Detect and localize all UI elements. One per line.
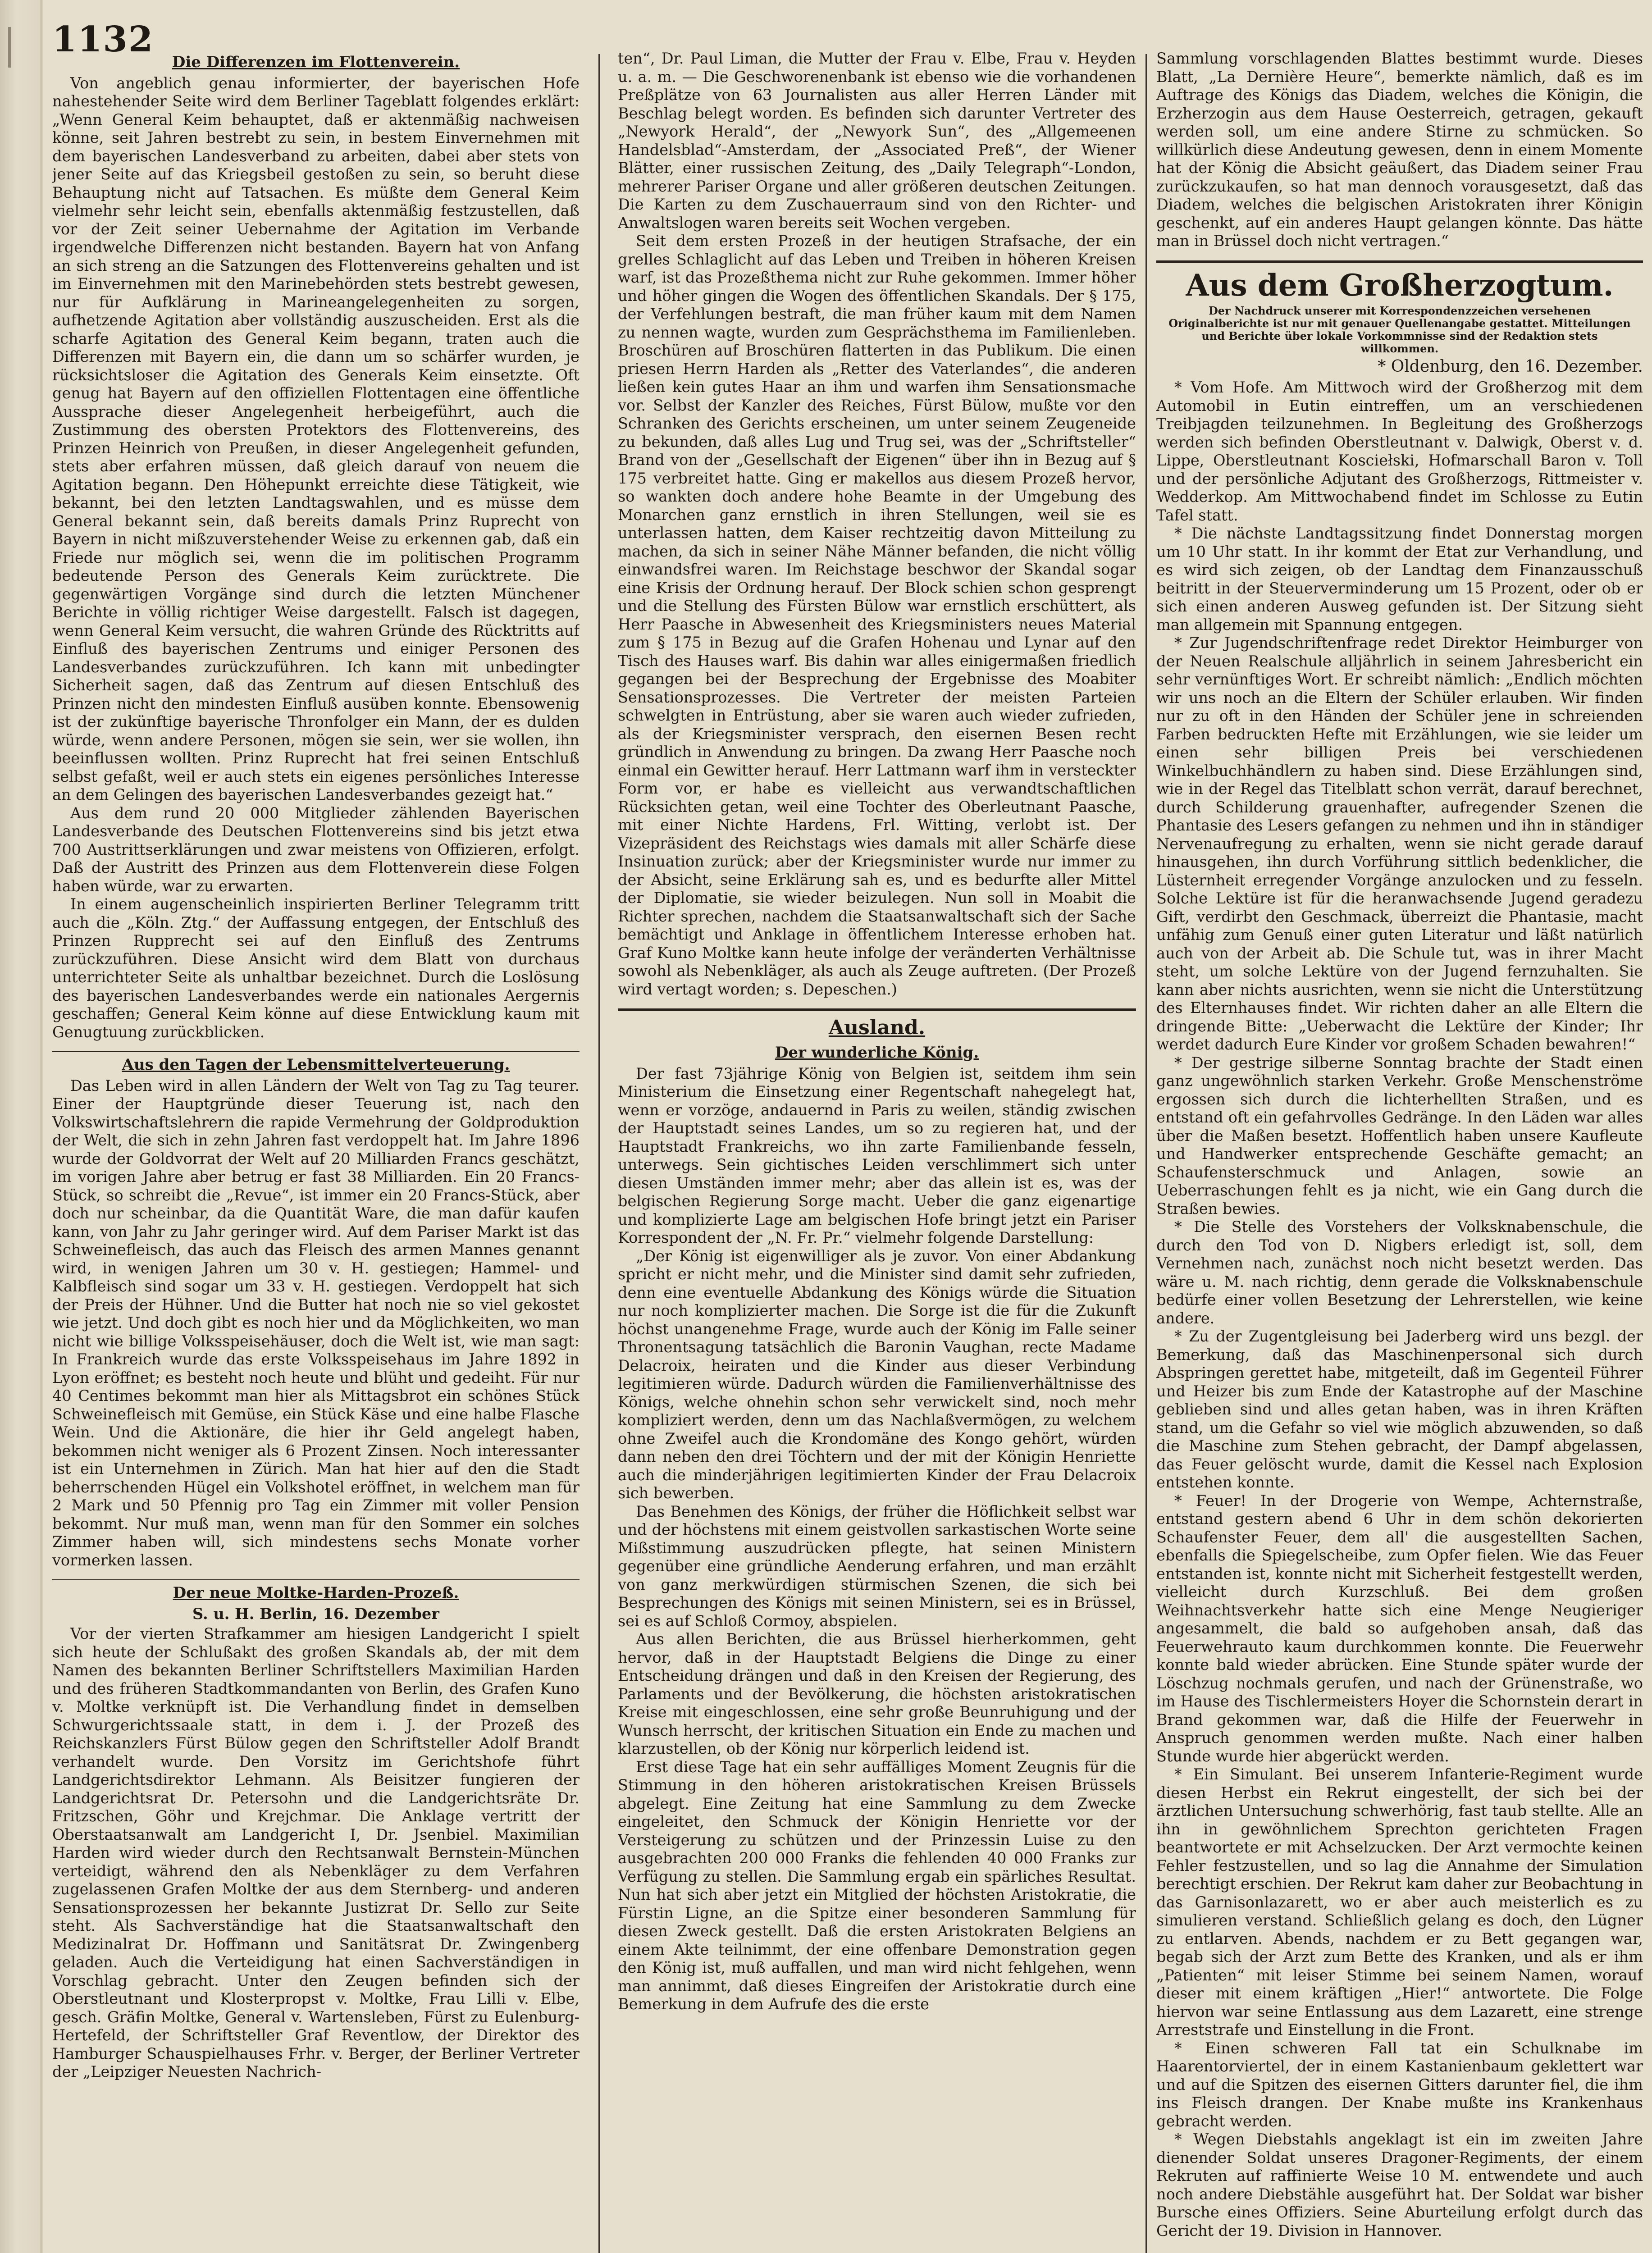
- article-headline: Die Differenzen im Flottenverein.: [172, 53, 460, 71]
- city-dateline: * Oldenburg, den 16. Dezember.: [1378, 357, 1643, 376]
- article-paragraph: In einem augenscheinlich inspirierten Berliner Telegramm tritt auch die „Köln. Ztg.“ der Auffassung entgegen, der Entschluß des Prinzen Rupprecht sei auf den Einfluß des Zentrums zurückzuführen. Diese Ansicht wird dem Blatt von durchaus unterrichteter Seite als unhaltbar bezeichnet. Durch die Loslösung des bayerischen Landesverbandes werde ein nationales Aergernis geschaffen; General Keim könne auf diese Entwicklung kaum mit Genugtuung zurückblicken.: [52, 895, 580, 1041]
- article-paragraph: Von angeblich genau informierter, der bayerischen Hofe nahestehender Seite wird dem Berliner Tageblatt folgendes erklärt: „Wenn General Keim behauptet, daß er aktenmäßig nachweisen könne, seit Jahren bestrebt zu sein, in bestem Einvernehmen mit dem bayerischen Landesverband zu arbeiten, dabei aber stets von jener Seite auf das Kriegsbeil gestoßen zu sein, so beruht diese Behauptung nicht auf Tatsachen. Es müßte dem General Keim vielmehr sehr leicht sein, ebenfalls aktenmäßig festzustellen, daß vor der Zeit seiner Uebernahme der Agitation im Verbande irgendwelche Differenzen nicht bestanden. Bayern hat von Anfang an sich streng an die Satzungen des Flottenvereins gehalten und ist im Einvernehmen mit den Marinebehörden stets bestrebt gewesen, nur für Aufklärung in Marineangelegenheiten zu sorgen, aufhetzende Agitation aber vollständig auszuscheiden. Erst als die scharfe Agitation des General Keim begann, traten auch die Differenzen mit Bayern ein, die dann um so schärfer wurden, je rücksichtsloser die Agitation des Generals Keim einsetzte. Oft genug hat Bayern auf den offiziellen Flottentagen eine öffentliche Aussprache dieser Angelegenheit herbeigeführt, auch die Zustimmung des obersten Protektors des Flottenvereins, des Prinzen Heinrich von Preußen, in dieser Angelegenheit gefunden, stets aber erfahren müssen, daß gleich darauf von neuem die Agitation begann. Den Höhepunkt erreichte diese Tätigkeit, wie bekannt, bei den letzten Landtagswahlen, und es müsse dem General bekannt sein, daß bereits damals Prinz Ruprecht von Bayern in nicht mißzuverstehender Weise zu erkennen gab, daß ein Friede nur möglich sei, wenn die im politischen Programm bedeutende Person des Generals Keim zurücktrete. Die gegenwärtigen Vorgänge sind durch die letzten Münchener Berichte in völlig richtiger Weise dargestellt. Falsch ist dagegen, wenn General Keim versucht, die wahren Gründe des Rücktritts auf Einfluß des bayerischen Zentrums und einiger Personen des Landesverbandes zurückzuführen. Ich kann mit unbedingter Sicherheit sagen, daß das Zentrum auf diesen Entschluß des Prinzen nicht den mindesten Einfluß ausüben konnte. Ebensowenig ist der zukünftige bayerische Thronfolger ein Mann, der es dulden würde, wenn andere Personen, mögen sie sein, wer sie wollen, ihn beeinflussen wollten. Prinz Ruprecht hat frei seinen Entschluß selbst gefaßt, weil er auch stets ein eigenes persönliches Interesse an dem Gelingen des bayerischen Landesverbandes gezeigt hat.“: [52, 74, 580, 803]
- article-lebensmittel: [52, 1056, 580, 1569]
- article-moltke-harden-continued: [618, 50, 1136, 999]
- article-paragraph: ten“, Dr. Paul Liman, die Mutter der Frau v. Elbe, Frau v. Heyden u. a. m. — Die Geschworenenbank ist ebenso wie die vorhandenen Preßplätze von 63 Journalisten aus aller Herren Länder mit Beschlag belegt worden. Es befinden sich darunter Vertreter des „Newyork Herald“, der „Newyork Sun“, des „Allgemeenen Handelsblad“-Amsterdam, der „Associated Preß“, der Wiener Blätter, einer russischen Zeitung, des „Daily Telegraph“-London, mehrerer Pariser Organe und aller größeren deutschen Zeitungen. Die Karten zu dem Zuschauerraum sind von den Richter- und Anwaltslogen waren bereits seit Wochen vergeben.: [618, 50, 1136, 232]
- local-news-item: * Wegen Diebstahls angeklagt ist ein im zweiten Jahre dienender Soldat unseres Dragoner-Regiments, der einem Rekruten auf raffinierte Weise 10 M. entwendete und auch noch andere Diebstähle ausgeführt hat. Der Soldat war bisher Bursche eines Offiziers. Seine Aburteilung erfolgt durch das Gericht der 19. Division in Hannover.: [1156, 2130, 1643, 2239]
- article-divider: [52, 1579, 580, 1580]
- page-number: 1132: [52, 19, 154, 60]
- article-paragraph: Der fast 73jährige König von Belgien ist, seitdem ihm sein Ministerium die Einsetzung einer Regentschaft nahegelegt hat, wenn er vorzöge, andauernd in Paris zu weilen, ständig zwischen der Hauptstadt seines Landes, um so zu regieren hat, und der Hauptstadt Frankreichs, wo ihn zarte Familienbande fesseln, unterwegs. Sein gichtisches Leiden verschlimmert sich unter diesen Umständen immer mehr; aber das allein ist es, was der belgischen Regierung Sorge macht. Ueber die ganz eigenartige und komplizierte Lage am belgischen Hofe bringt jetzt ein Pariser Korrespondent der „N. Fr. Pr.“ vielmehr folgende Darstellung:: [618, 1064, 1136, 1246]
- article-paragraph: Sammlung vorschlagenden Blattes bestimmt wurde. Dieses Blatt, „La Dernière Heure“, bemerkte nämlich, daß es im Auftrage des Königs das Diadem, welches die Königin, die Erzherzogin aus dem Hause Oesterreich, getragen, gekauft werden soll, um eine andere Stirne zu schmücken. So willkürlich diese Andeutung gewesen, denn in einem Momente hat der König die Absicht geäußert, das Diadem seiner Frau zurückzukaufen, so hat man dennoch vorausgesetzt, daß das Diadem, welches die belgischen Aristokraten ihrer Königin geschenkt, auf ein anderes Haupt gelangen könnte. Das hätte man in Brüssel doch nicht vertragen.“: [1156, 50, 1643, 250]
- local-news-item: * Ein Simulant. Bei unserem Infanterie-Regiment wurde diesen Herbst ein Rekrut eingestellt, der sich bei der ärztlichen Untersuchung schwerhörig, fast taub stellte. Alle an ihn in gewöhnlichem Sprechton gerichteten Fragen beantwortete er mit Achselzucken. Der Arzt vermochte keinen Fehler festzustellen, und so lag die Annahme der Simulation berechtigt erschien. Der Rekrut kam daher zur Beobachtung in das Garnisonlazarett, wo er aber auch meisterlich es zu simulieren verstand. Schließlich gelang es doch, den Lügner zu entlarven. Abends, nachdem er zu Bett gegangen war, begab sich der Arzt zum Bette des Kranken, und als er ihm „Patienten“ mit leiser Stimme bei seinem Namen, worauf dieser mit einem kräftigen „Hier!“ antwortete. Die Folge hiervon war seine Entlassung aus dem Lazarett, eine strenge Arreststrafe und Einstellung in die Front.: [1156, 1765, 1643, 2039]
- article-flottenverein: [52, 53, 580, 1041]
- book-binding-edge: [0, 0, 41, 2253]
- column-divider: [1145, 54, 1147, 2253]
- article-wunderliche-koenig: [618, 1044, 1136, 2014]
- article-headline: Der wunderliche König.: [775, 1044, 979, 1062]
- article-headline: Aus den Tagen der Lebensmittelverteuerung.: [122, 1056, 510, 1074]
- reprint-notice: Der Nachdruck unserer mit Korrespondenzzeichen versehenen Originalberichte ist nur mit genauer Quellenangabe gestattet. Mitteilungen und Berichte über lokale Vorkommnisse sind der Redaktion stets willkommen.: [1168, 304, 1631, 355]
- section-title-ausland: Ausland.: [828, 1016, 926, 1039]
- local-news-item: * Feuer! In der Drogerie von Wempe, Achternstraße, entstand gestern abend 6 Uhr in dem schön dekorierten Schaufenster Feuer, dem all' die ausgestellten Sachen, ebenfalls die Spiegelscheibe, zum Opfer fielen. Wie das Feuer entstanden ist, konnte nicht mit Sicherheit festgestellt werden, vielleicht durch Kurzschluß. Bei dem großen Weihnachtsverkehr hatte sich eine Menge Neugieriger angesammelt, die bald so aufgehoben ansah, daß das Feuerwehrauto kaum durchkommen konnte. Die Feuerwehr konnte bald wieder abrücken. Eine Stunde später wurde der Löschzug nochmals gerufen, und nach der Grünenstraße, wo im Hause des Tischlermeisters Hoyer die Schornstein derart in Brand gekommen war, daß die Hilfe der Feuerwehr in Anspruch genommen werden mußte. Nach einer halben Stunde wurde hier abgerückt werden.: [1156, 1491, 1643, 1765]
- article-paragraph: Aus allen Berichten, die aus Brüssel hierherkommen, geht hervor, daß in der Hauptstadt Belgiens die Dinge zu einer Entscheidung drängen und daß in den Kreisen der Regierung, des Parlaments und der Bevölkerung, die höchsten aristokratischen Kreise mit eingeschlossen, eine sehr große Beunruhigung und der Wunsch herrscht, der kritischen Situation ein Ende zu machen und klarzustellen, ob der König nur körperlich leidend ist.: [618, 1630, 1136, 1757]
- article-paragraph: Seit dem ersten Prozeß in der heutigen Strafsache, der ein grelles Schlaglicht auf das Leben und Treiben in höheren Kreisen warf, ist das Prozeßthema nicht zur Ruhe gekommen. Immer höher und höher gingen die Wogen des öffentlichen Skandals. Der § 175, der Verfehlungen bestraft, die man früher kaum mit dem Namen zu nennen wagte, wurden zum Gesprächsthema im Familienleben. Broschüren auf Broschüren flatterten in das Publikum. Die einen priesen Herrn Harden als „Retter des Vaterlandes“, die anderen ließen kein gutes Haar an ihm und warfen ihm Sensationsmache vor. Selbst der Kanzler des Reiches, Fürst Bülow, mußte vor den Schranken des Gerichts erscheinen, um unter seinem Zeugeneide zu bekunden, daß alles Lug und Trug sei, was der „Schriftsteller“ Brand von der „Gesellschaft der Eigenen“ über ihn in Bezug auf § 175 verbreitet hatte. Ging er makellos aus diesem Prozeß hervor, so wankten doch andere hohe Beamte in der Umgebung des Monarchen ganz ernstlich in ihren Stellungen, weil sie es unterlassen hatten, dem Kaiser rechtzeitig davon Mitteilung zu machen, da sich in seiner Nähe Männer befanden, die nicht völlig einwandsfrei waren. Im Reichstage beschwor der Skandal sogar eine Krisis der Ordnung herauf. Der Block schien schon gesprengt und die Stellung des Fürsten Bülow war ernstlich erschüttert, als Herr Paasche in Abwesenheit des Kriegsministers neues Material zum § 175 in Bezug auf die Grafen Hohenau und Lynar auf den Tisch des Hauses warf. Bis dahin war alles einigermaßen friedlich gegangen bei der Besprechung der Ergebnisse des Moabiter Sensationsprozesses. Die Vertreter der meisten Parteien schwelgten in Entrüstung, aber sie waren auch wieder zufrieden, als der Kriegsminister versprach, den eisernen Besen recht gründlich in Anwendung zu bringen. Da zwang Herr Paasche noch einmal ein Gewitter herauf. Herr Lattmann warf ihm in versteckter Form vor, er habe es vielleicht aus verwandtschaftlichen Rücksichten getan, weil eine Tochter des Oberleutnant Paasche, mit einer Nichte Hardens, Frl. Witting, verlobt ist. Der Vizepräsident des Reichstags wies damals mit aller Schärfe diese Insinuation zurück; aber der Kriegsminister wurde nur immer zu der Absicht, seine Erklärung sah es, und es bedurfte aller Mittel der Diplomatie, sie wieder beizulegen. Nun soll in Moabit die Richter sprechen, nachdem die Staatsanwaltschaft sich der Sache bemächtigt und Anklage in öffentlichem Interesse erhoben hat. Graf Kuno Moltke kann heute infolge der veränderten Verhältnisse sowohl als Nebenkläger, als auch als Zeuge auftreten. (Der Prozeß wird vertagt worden; s. Depeschen.): [618, 232, 1136, 998]
- section-divider: [1156, 260, 1643, 263]
- article-moltke-harden: [52, 1584, 580, 2081]
- column-3: [1156, 50, 1643, 2253]
- article-paragraph: „Der König ist eigenwilliger als je zuvor. Von einer Abdankung spricht er nicht mehr, und die Minister sind damit sehr zufrieden, denn eine eventuelle Abdankung des Königs würde die Situation nur noch komplizierter machen. Die Sorge ist die für die Zukunft höchst unangenehme Frage, wurde auch der König im Falle seiner Thronentsagung tatsächlich die Baronin Vaughan, recte Madame Delacroix, heiraten und die Kinder aus dieser Verbindung legitimieren würde. Dadurch würden die Familienverhältnisse des Königs, welche ohnehin schon sehr verwickelt sind, noch mehr kompliziert werden, denn um das Nachlaßvermögen, zu welchem ohne Zweifel auch die Krondomäne des Kongo gehört, würden dann neben den drei Töchtern und der mit der Königin Henriette auch die minderjährigen legitimierten Kinder der Frau Delacroix sich bewerben.: [618, 1247, 1136, 1502]
- article-headline: Der neue Moltke-Harden-Prozeß.: [173, 1584, 459, 1602]
- column-2: [618, 50, 1136, 2253]
- article-paragraph: Aus dem rund 20 000 Mitglieder zählenden Bayerischen Landesverbande des Deutschen Flottenvereins sind bis jetzt etwa 700 Austrittserklärungen und zwar meistens von Offizieren, erfolgt. Daß der Austritt des Prinzen aus dem Flottenverein diese Folgen haben würde, war zu erwarten.: [52, 804, 580, 895]
- newspaper-page: [43, 0, 1652, 2253]
- local-news-item: * Der gestrige silberne Sonntag brachte der Stadt einen ganz ungewöhnlich starken Verkehr. Große Menschenströme ergossen sich durch die lichterhellten Straßen, und es entstand oft ein gefahrvolles Gedränge. In den Läden war alles über die Maßen besetzt. Hoffentlich haben unsere Kaufleute und Handwerker entsprechende Geschäfte gemacht; an Schaufensterschmuck und Anlagen, sowie an Ueberraschungen fehlt es ja nicht, wie ein Gang durch die Straßen bewies.: [1156, 1054, 1643, 1218]
- section-title-grossherzogtum: Aus dem Großherzogtum.: [1186, 267, 1614, 303]
- article-paragraph: Erst diese Tage hat ein sehr auffälliges Moment Zeugnis für die Stimmung in den höheren aristokratischen Kreisen Brüssels abgelegt. Eine Zeitung hat eine Sammlung zu dem Zwecke eingeleitet, den Schmuck der Königin Henriette vor der Versteigerung zu schützen und der Prinzessin Luise zu den ausgebrachten 200 000 Franks die fehlenden 40 000 Franks zur Verfügung zu stellen. Die Sammlung ergab ein spärliches Resultat. Nun hat sich aber jetzt ein Mitglied der höchsten Aristokratie, die Fürstin Ligne, an die Spitze einer besonderen Sammlung für diesen Zweck gestellt. Daß die ersten Aristokraten Belgiens an einem Akte teilnimmt, der eine offenbare Demonstration gegen den König ist, muß auffallen, und man wird nicht fehlgehen, wenn man annimmt, daß dieses Eingreifen der Aristokratie durch eine Bemerkung in dem Aufrufe des die erste: [618, 1758, 1136, 2013]
- article-paragraph: Das Leben wird in allen Ländern der Welt von Tag zu Tag teurer. Einer der Hauptgründe dieser Teuerung ist, nach den Volkswirtschaftslehrern die rapide Vermehrung der Goldproduktion der Welt, die sich in zehn Jahren fast verdoppelt hat. Im Jahre 1896 wurde der Goldvorrat der Welt auf 20 Milliarden Francs geschätzt, im vorigen Jahre aber betrug er fast 38 Milliarden. Ein 20 Francs-Stück, so schreibt die „Revue“, ist immer ein 20 Francs-Stück, aber doch nur scheinbar, da die Quantität Ware, die man dafür kaufen kann, von Jahr zu Jahr geringer wird. Auf dem Pariser Markt ist das Schweinefleisch, das auch das Fleisch des armen Mannes genannt wird, in wenigen Jahren um 30 v. H. gestiegen; Hammel- und Kalbfleisch sind sogar um 33 v. H. gestiegen. Verdoppelt hat sich der Preis der Hühner. Und die Butter hat noch nie so viel gekostet wie jetzt. Und doch gibt es noch hier und da Möglichkeiten, wo man nicht wie billige Volksspeisehäuser, doch die Welt ist, wie man sagt: In Frankreich wurde das erste Volksspeisehaus im Jahre 1892 in Lyon eröffnet; es besteht noch heute und blüht und gedeiht. Für nur 40 Centimes bekommt man hier als Mittagsbrot ein schönes Stück Schweinefleisch mit Gemüse, ein Stück Käse und eine halbe Flasche Wein. Und die Aktionäre, die hier ihr Geld angelegt haben, bekommen nicht weniger als 6 Prozent Zinsen. Noch interessanter ist ein Unternehmen in Zürich. Man hat hier auf den die Stadt beherrschenden Hügel ein Volkshotel eröffnet, in welchem man für 2 Mark und 50 Pfennig pro Tag ein Zimmer mit voller Pension bekommt. Nur muß man, wenn man für den Sommer ein solches Zimmer haben will, sich mindestens sechs Monate vorher vormerken lassen.: [52, 1076, 580, 1569]
- column-1: [52, 50, 580, 2253]
- article-dateline: S. u. H. Berlin, 16. Dezember: [192, 1605, 439, 1623]
- binding-mark: [8, 27, 11, 68]
- local-news-item: * Einen schweren Fall tat ein Schulknabe im Haarentorviertel, der in einem Kastanienbaum geklettert war und auf die Spitzen des eisernen Gitters darunter fiel, die ihm ins Fleisch drangen. Der Knabe mußte ins Krankenhaus gebracht werden.: [1156, 2039, 1643, 2130]
- article-koenig-continued: [1156, 50, 1643, 251]
- article-paragraph: Das Benehmen des Königs, der früher die Höflichkeit selbst war und der höchstens mit einem geistvollen sarkastischen Worte seine Mißstimmung auszudrücken pflegte, hat seinen Ministern gegenüber eine gründliche Aenderung erfahren, und man erzählt von ganz merkwürdigen stürmischen Szenen, die sich bei Besprechungen des Königs mit seinen Ministern, sei es in Brüssel, sei es auf Schloß Cormoy, abspielen.: [618, 1502, 1136, 1630]
- section-divider: [618, 1008, 1136, 1011]
- local-news-item: * Zu der Zugentgleisung bei Jaderberg wird uns bezgl. der Bemerkung, daß das Maschinenpersonal sich durch Abspringen gerettet habe, mitgeteilt, daß im Gegenteil Führer und Heizer bis zum Ende der Katastrophe auf der Maschine geblieben sind und alles getan haben, was in ihren Kräften stand, um die Gefahr so viel wie möglich abzuwenden, so daß die Maschine zum Stehen gebracht, der Dampf abgelassen, das Feuer gelöscht wurde, damit die Kessel nach Explosion entstehen konnte.: [1156, 1327, 1643, 1491]
- local-news-item: * Zur Jugendschriftenfrage redet Direktor Heimburger von der Neuen Realschule alljährlich in seinem Jahresbericht ein sehr vernünftiges Wort. Er schreibt nämlich: „Endlich möchten wir uns noch an die Eltern der Schüler erlauben. Wir finden nur zu oft in den Händen der Schüler jene in schreienden Farben bedruckten Hefte mit Erzählungen, wie sie leider um einen sehr billigen Preis bei verschiedenen Winkelbuchhändlern zu haben sind. Diese Erzählungen sind, wie in der Regel das Titelblatt schon verrät, darauf berechnet, durch Schilderung grauenhafter, aufregender Szenen die Phantasie des Lesers gefangen zu nehmen und ihn in ständiger Nervenaufregung zu erhalten, wenn sie nicht gerade darauf hinausgehen, ihn durch Vorführung sittlich bedenklicher, die Lüsternheit erregender Vorgänge anzulocken und zu fesseln. Solche Lektüre ist für die heranwachsende Jugend geradezu Gift, verdirbt den Geschmack, überreizt die Phantasie, macht unfähig zum Genuß einer guten Literatur und läßt natürlich auch von der Arbeit ab. Die Schule tut, was in ihrer Macht steht, um solche Lektüre von der Jugend fernzuhalten. Sie kann aber nichts ausrichten, wenn sie nicht die Unterstützung des Elternhauses findet. Wir richten daher an alle Eltern die dringende Bitte: „Ueberwacht die Lektüre der Kinder; Ihr werdet dadurch Eure Kinder vor großem Schaden bewahren!“: [1156, 634, 1643, 1053]
- local-news-item: * Vom Hofe. Am Mittwoch wird der Großherzog mit dem Automobil in Eutin eintreffen, um an verschiedenen Treibjagden teilzunehmen. In Begleitung des Großherzogs werden sich befinden Oberstleutnant v. Dalwigk, Oberst v. d. Lippe, Oberstleutnant Kosciełski, Hofmarschall Baron v. Toll und der persönliche Adjutant des Großherzogs, Rittmeister v. Wedderkop. Am Mittwochabend findet im Schlosse zu Eutin Tafel statt.: [1156, 379, 1643, 524]
- column-divider: [598, 54, 600, 2253]
- local-news-item: * Die nächste Landtagssitzung findet Donnerstag morgen um 10 Uhr statt. In ihr kommt der Etat zur Verhandlung, und es wird sich zeigen, ob der Landtag dem Finanzausschuß beitritt in der Steuerverminderung um 15 Prozent, oder ob er sich einen anderen Ausweg gefunden ist. Der Sitzung sieht man allgemein mit Spannung entgegen.: [1156, 524, 1643, 634]
- article-paragraph: Vor der vierten Strafkammer am hiesigen Landgericht I spielt sich heute der Schlußakt des großen Skandals ab, der mit dem Namen des bekannten Berliner Schriftstellers Maximilian Harden und des früheren Stadtkommandanten von Berlin, des Grafen Kuno v. Moltke verknüpft ist. Die Verhandlung findet in demselben Schwurgerichtssaale statt, in dem i. J. der Prozeß des Reichskanzlers Fürst Bülow gegen den Schriftsteller Adolf Brandt verhandelt wurde. Den Vorsitz im Gerichtshofe führt Landgerichtsdirektor Lehmann. Als Beisitzer fungieren der Landgerichtsrat Dr. Petersohn und die Landgerichtsräte Dr. Fritzschen, Göhr und Krejchmar. Die Anklage vertritt der Oberstaatsanwalt am Landgericht I, Dr. Jsenbiel. Maximilian Harden wird wieder durch den Rechtsanwalt Bernstein-München verteidigt, während den als Nebenkläger zu dem Verfahren zugelassenen Grafen Moltke der aus dem Sternberg- und anderen Sensationsprozessen her bekannte Justizrat Dr. Sello zur Seite steht. Als Sachverständige hat die Staatsanwaltschaft den Medizinalrat Dr. Hoffmann und Sanitätsrat Dr. Zwingenberg geladen. Auch die Verteidigung hat einen Sachverständigen in Vorschlag gebracht. Unter den Zeugen befinden sich der Oberstleutnant und Klosterpropst v. Moltke, Frau Lilli v. Elbe, gesch. Gräfin Moltke, General v. Wartensleben, Fürst zu Eulenburg-Hertefeld, der Schriftsteller Graf Reventlow, der Direktor des Hamburger Schauspielhauses Frhr. v. Berger, der Berliner Vertreter der „Leipziger Neuesten Nachrich-: [52, 1625, 580, 2080]
- article-local-news: [1156, 379, 1643, 2240]
- article-divider: [52, 1051, 580, 1052]
- local-news-item: * Die Stelle des Vorstehers der Volksknabenschule, die durch den Tod von D. Nigbers erledigt ist, soll, dem Vernehmen nach, zunächst noch nicht besetzt werden. Das wäre u. M. nach richtig, denn gerade die Volksknabenschule bedürfe einer vollen Besetzung der Lehrerstellen, wie keine andere.: [1156, 1218, 1643, 1327]
